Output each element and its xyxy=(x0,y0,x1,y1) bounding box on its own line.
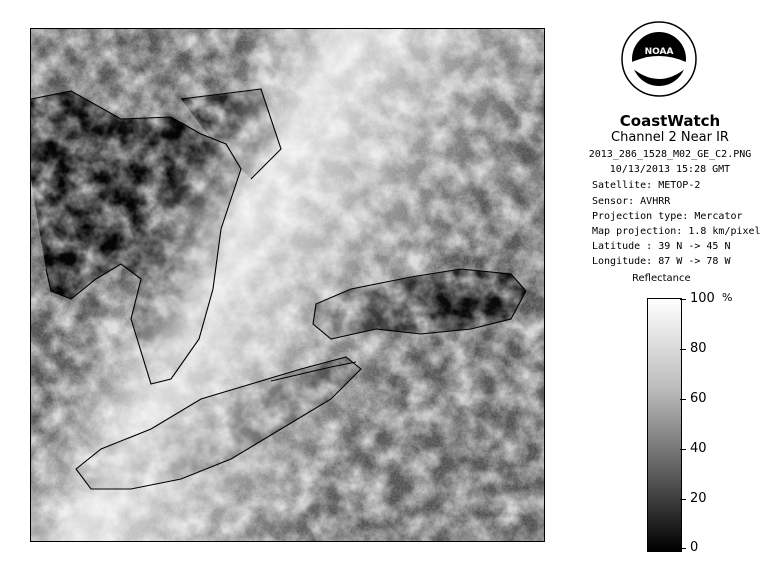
colorbar-tick xyxy=(680,499,686,500)
svg-text:NOAA: NOAA xyxy=(644,47,674,57)
colorbar-tick xyxy=(680,449,686,450)
colorbar-tick xyxy=(680,349,686,350)
colorbar-tick xyxy=(680,548,686,549)
longitude-label: Longitude: 87 W -> 78 W xyxy=(592,256,731,267)
filename-label: 2013_286_1528_M02_GE_C2.PNG xyxy=(588,149,752,160)
tick-label-40: 40 xyxy=(690,441,707,456)
satellite-label: Satellite: METOP-2 xyxy=(592,180,701,191)
tick-label-60: 60 xyxy=(690,391,707,406)
latitude-label: Latitude : 39 N -> 45 N xyxy=(592,241,731,252)
cloud-texture xyxy=(31,29,544,541)
tick-label-20: 20 xyxy=(690,491,707,506)
colorbar-tick xyxy=(680,399,686,400)
sensor-label: Sensor: AVHRR xyxy=(592,196,671,207)
scale-unit: % xyxy=(722,291,733,304)
tick-label-80: 80 xyxy=(690,341,707,356)
satellite-map-svg xyxy=(31,29,544,541)
projection-type-label: Projection type: Mercator xyxy=(592,211,743,222)
satellite-image xyxy=(30,28,545,542)
channel-subtitle: Channel 2 Near IR xyxy=(611,130,729,145)
app-title: CoastWatch xyxy=(619,112,721,130)
noaa-logo xyxy=(620,20,698,98)
map-projection-label: Map projection: 1.8 km/pixel xyxy=(592,226,761,237)
reflectance-colorbar xyxy=(647,298,682,552)
datetime-label: 10/13/2013 15:28 GMT xyxy=(609,164,731,175)
tick-label-0: 0 xyxy=(690,540,699,555)
scale-title: Reflectance xyxy=(632,273,691,284)
tick-label-100: 100 xyxy=(690,291,715,306)
colorbar-tick xyxy=(680,299,686,300)
